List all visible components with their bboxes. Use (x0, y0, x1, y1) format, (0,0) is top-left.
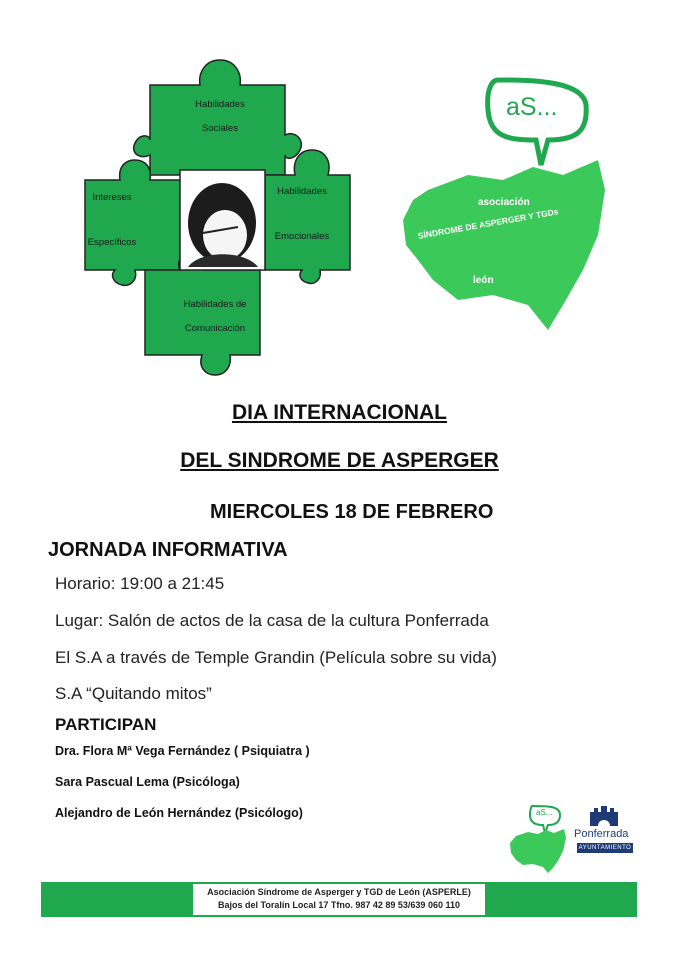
ponferrada-logo-icon (588, 804, 620, 828)
event-line: Horario: 19:00 a 21:45 (55, 574, 225, 593)
footer-line2: Bajos del Toralín Local 17 Tfno. 987 42 89 53/639 060 110 (218, 900, 460, 910)
event-line: Lugar: Salón de actos de la casa de la cultura Ponferrada (55, 611, 489, 630)
logo-line2: SÍNDROME DE ASPERGER Y TGDs (417, 206, 560, 241)
small-association-logo (508, 803, 568, 875)
participant-item: Sara Pascual Lema (Psicóloga) (55, 775, 240, 789)
puzzle-label-bottom: Habilidades de Comunicación (183, 299, 247, 335)
small-logo-bubble-text: aS... (536, 808, 553, 817)
event-line: El S.A a través de Temple Grandin (Película sobre su vida) (55, 648, 497, 667)
participant-item: Alejandro de León Hernández (Psicólogo) (55, 806, 303, 820)
puzzle-label-top: Habilidades Sociales (195, 99, 245, 135)
footer-bar (41, 882, 637, 917)
logo-bubble-text: aS... (506, 93, 558, 121)
puzzle-label-right: Habilidades Emocionales (274, 186, 330, 243)
participants-heading: PARTICIPAN (55, 715, 157, 734)
ponferrada-name: Ponferrada (574, 828, 629, 840)
puzzle-label-left: Intereses Específicos (87, 192, 137, 249)
event-line: S.A “Quitando mitos” (55, 684, 212, 703)
footer-contact (193, 884, 485, 915)
logo-line3: león (473, 275, 494, 286)
logo-line1: asociación (478, 197, 530, 208)
event-date: MIERCOLES 18 DE FEBRERO (210, 501, 494, 523)
event-heading: JORNADA INFORMATIVA (48, 539, 288, 561)
footer-line1: Asociación Síndrome de Asperger y TGD de León (ASPERLE) (207, 887, 471, 897)
puzzle-graphic (80, 55, 360, 380)
participant-item: Dra. Flora Mª Vega Fernández ( Psiquiatra ) (55, 744, 310, 758)
title-line2: DEL SINDROME DE ASPERGER (180, 449, 499, 472)
association-logo (398, 75, 610, 335)
ponferrada-sub: AYUNTAMIENTO (578, 845, 632, 851)
title-line1: DIA INTERNACIONAL (231, 401, 448, 424)
